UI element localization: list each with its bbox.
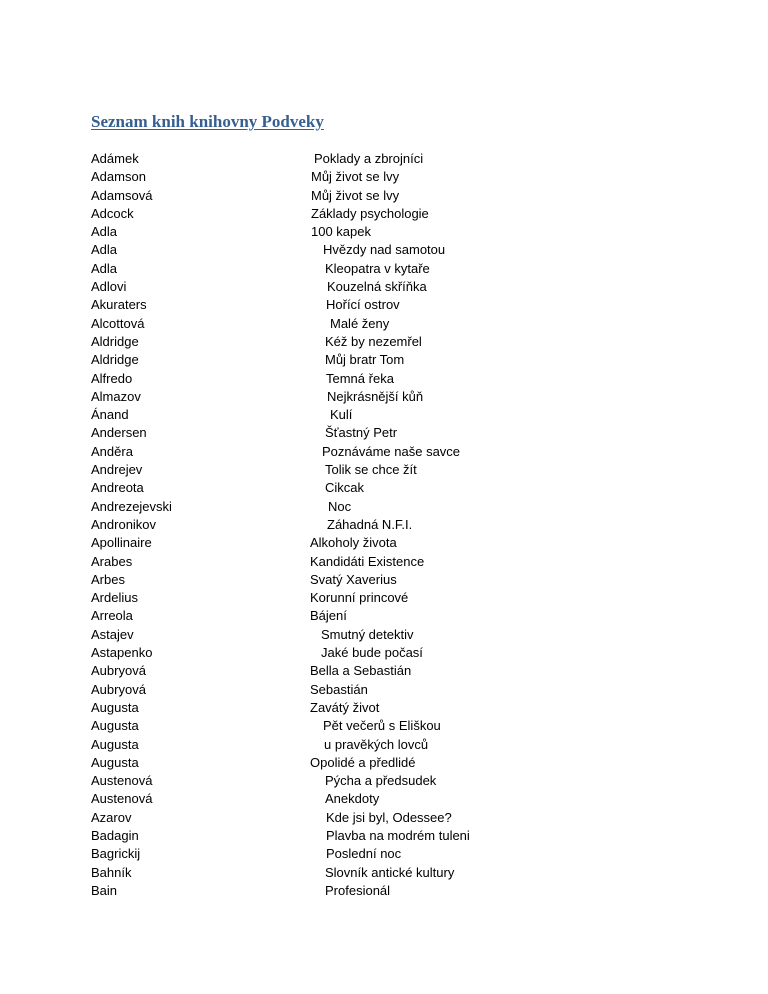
author-name: Alfredo: [91, 370, 133, 386]
book-title: Kouzelná skříňka: [327, 279, 427, 295]
list-item: [91, 589, 611, 607]
list-item: [91, 187, 611, 205]
list-item: [91, 662, 611, 680]
list-item: [91, 790, 611, 808]
list-item: [91, 424, 611, 442]
book-title: Plavba na modrém tuleni: [326, 827, 470, 843]
book-title: Hvězdy nad samotou: [323, 242, 446, 258]
list-item: [91, 754, 611, 772]
author-name: Adla: [91, 242, 118, 258]
author-name: Azarov: [91, 809, 132, 825]
author-name: Aldridge: [91, 333, 139, 349]
book-list: [91, 150, 611, 900]
list-item: [91, 296, 611, 314]
book-title: Pýcha a předsudek: [325, 773, 437, 789]
book-title: Kandidáti Existence: [310, 553, 425, 569]
book-title: Alkoholy života: [310, 535, 397, 551]
author-name: Ánand: [91, 407, 129, 423]
book-title: Bella a Sebastián: [310, 663, 412, 679]
book-title: Noc: [328, 498, 352, 514]
author-name: Adlovi: [91, 279, 127, 295]
list-item: [91, 150, 611, 168]
list-item: [91, 461, 611, 479]
list-item: [91, 626, 611, 644]
list-item: [91, 882, 611, 900]
book-title: Slovník antické kultury: [325, 864, 455, 880]
list-item: [91, 516, 611, 534]
book-title: Temná řeka: [326, 370, 394, 386]
author-name: Adamson: [91, 169, 146, 185]
book-title: Cikcak: [325, 480, 365, 496]
author-name: Bain: [91, 882, 118, 898]
author-name: Badagin: [91, 827, 139, 843]
author-name: Andrejev: [91, 462, 143, 478]
book-title: Nejkrásnější kůň: [327, 388, 424, 404]
author-name: Aubryová: [91, 681, 146, 697]
author-name: Andersen: [91, 425, 147, 441]
list-item: [91, 553, 611, 571]
book-title: Můj bratr Tom: [325, 352, 405, 368]
list-item: [91, 827, 611, 845]
author-name: Almazov: [91, 388, 141, 404]
book-title: Malé ženy: [330, 315, 390, 331]
author-name: Akuraters: [91, 297, 147, 313]
book-title: Kulí: [330, 407, 353, 423]
list-item: [91, 168, 611, 186]
book-title: Kde jsi byl, Odessee?: [326, 809, 452, 825]
list-item: [91, 772, 611, 790]
book-title: Opolidé a předlidé: [310, 754, 416, 770]
author-name: Astapenko: [91, 645, 153, 661]
book-title: Můj život se lvy: [311, 187, 400, 203]
author-name: Adla: [91, 224, 118, 240]
author-name: Aubryová: [91, 663, 146, 679]
author-name: Adamsová: [91, 187, 153, 203]
book-title: Smutný detektiv: [321, 626, 414, 642]
author-name: Bahník: [91, 864, 132, 880]
author-name: Arabes: [91, 553, 133, 569]
book-title: Můj život se lvy: [311, 169, 400, 185]
list-item: [91, 699, 611, 717]
book-title: Korunní princové: [310, 590, 409, 606]
list-item: [91, 534, 611, 552]
author-name: Anděra: [91, 443, 133, 459]
list-item: [91, 315, 611, 333]
author-name: Austenová: [91, 791, 153, 807]
book-title: Poznáváme naše savce: [322, 443, 461, 459]
document-title: Seznam knih knihovny Podveky: [91, 112, 324, 131]
list-item: [91, 498, 611, 516]
list-item: [91, 351, 611, 369]
list-item: [91, 809, 611, 827]
book-title: Hořící ostrov: [326, 297, 400, 313]
book-title: Šťastný Petr: [325, 425, 398, 441]
author-name: Apollinaire: [91, 535, 152, 551]
list-item: [91, 864, 611, 882]
author-name: Bagrickij: [91, 846, 141, 862]
book-title: Zavátý život: [310, 699, 380, 715]
list-item: [91, 223, 611, 241]
book-title: Kéž by nezemřel: [325, 333, 422, 349]
list-item: [91, 717, 611, 735]
list-item: [91, 845, 611, 863]
book-title: Poslední noc: [326, 846, 402, 862]
author-name: Andrezejevski: [91, 498, 172, 514]
list-item: [91, 681, 611, 699]
list-item: [91, 607, 611, 625]
author-name: Austenová: [91, 773, 153, 789]
author-name: Andronikov: [91, 516, 157, 532]
list-item: [91, 260, 611, 278]
author-name: Alcottová: [91, 315, 145, 331]
list-item: [91, 370, 611, 388]
book-title: Anekdoty: [325, 791, 380, 807]
book-title: Tolik se chce žít: [325, 462, 417, 478]
author-name: Andreota: [91, 480, 144, 496]
book-title: u pravěkých lovců: [324, 736, 429, 752]
list-item: [91, 479, 611, 497]
list-item: [91, 241, 611, 259]
author-name: Ardelius: [91, 590, 138, 606]
list-item: [91, 278, 611, 296]
author-name: Augusta: [91, 754, 139, 770]
book-title: Poklady a zbrojníci: [314, 151, 424, 166]
list-item: [91, 644, 611, 662]
book-title: Bájení: [310, 608, 347, 624]
book-title: Svatý Xaverius: [310, 571, 397, 587]
author-name: Adcock: [91, 205, 134, 221]
book-title: 100 kapek: [311, 224, 371, 240]
author-name: Astajev: [91, 626, 134, 642]
book-title: Profesionál: [325, 882, 391, 898]
author-name: Arreola: [91, 608, 133, 624]
book-title: Kleopatra v kytaře: [325, 260, 430, 276]
list-item: [91, 443, 611, 461]
book-title: Základy psychologie: [311, 205, 429, 221]
author-name: Arbes: [91, 571, 125, 587]
author-name: Adla: [91, 260, 118, 276]
list-item: [91, 736, 611, 754]
list-item: [91, 571, 611, 589]
author-name: Aldridge: [91, 352, 139, 368]
book-title: Sebastián: [310, 681, 368, 697]
list-item: [91, 205, 611, 223]
author-name: Augusta: [91, 699, 139, 715]
list-item: [91, 333, 611, 351]
author-name: Adámek: [91, 151, 139, 166]
list-item: [91, 406, 611, 424]
list-item: [91, 388, 611, 406]
author-name: Augusta: [91, 736, 139, 752]
book-title: Záhadná N.F.I.: [327, 516, 413, 532]
author-name: Augusta: [91, 718, 139, 734]
book-title: Jaké bude počasí: [321, 645, 423, 661]
book-title: Pět večerů s Eliškou: [323, 718, 441, 734]
